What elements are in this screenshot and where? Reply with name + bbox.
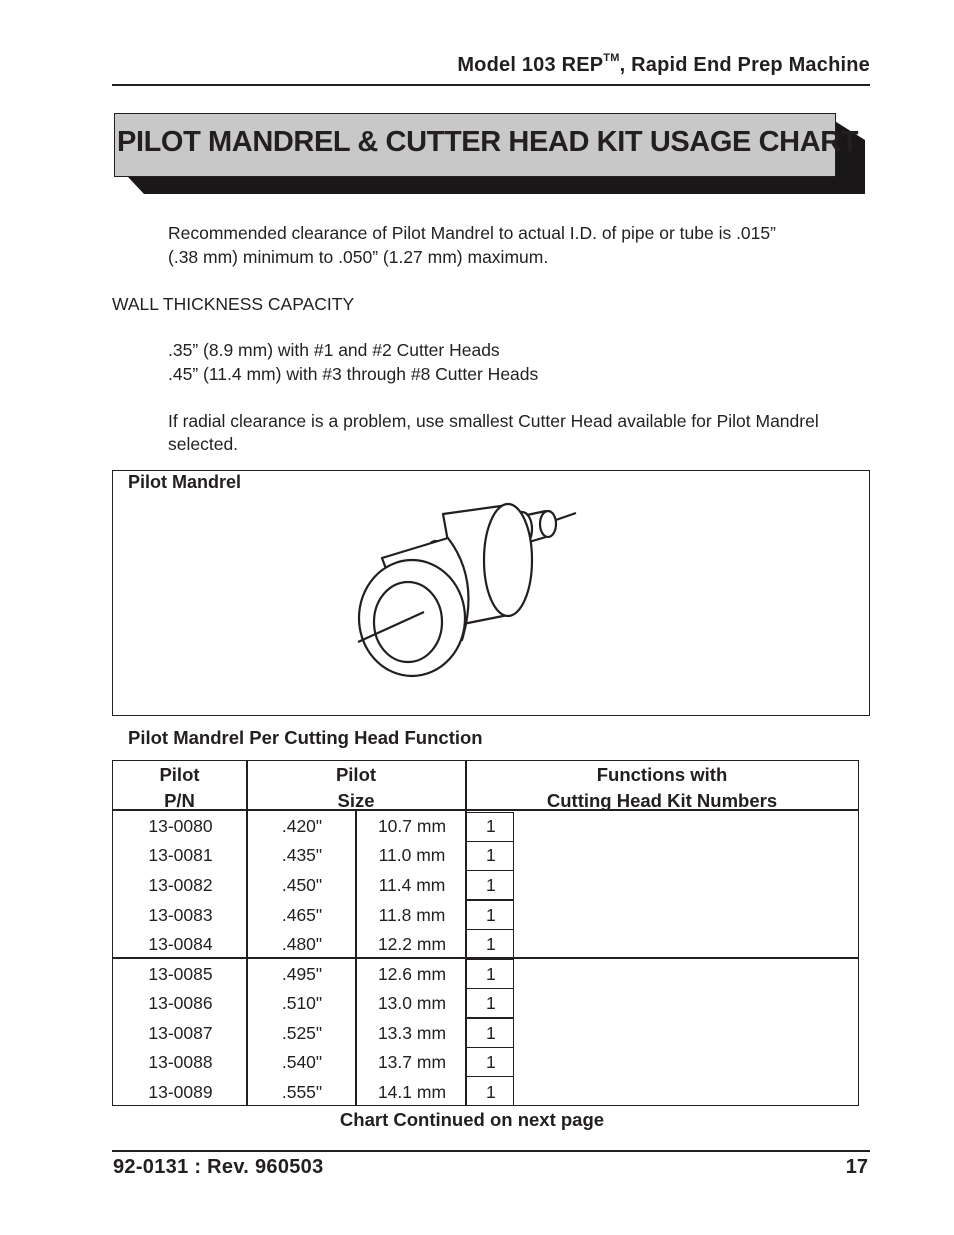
pilot-mandrel-illustration — [340, 500, 590, 685]
footer-rule — [112, 1150, 870, 1152]
cutting-head-kit-number: 1 — [486, 905, 496, 925]
table-cell-size-mm: 13.7 mm — [377, 1052, 447, 1072]
table-cell-pilot-pn: 13-0081 — [148, 845, 213, 865]
table-cell-pilot-pn: 13-0083 — [148, 905, 213, 925]
table-cell-size-inch: .435" — [281, 845, 323, 865]
column-header-pilot-size: Pilot Size — [335, 764, 377, 811]
table-cell-pilot-pn: 13-0089 — [148, 1082, 213, 1102]
radial-clearance-line-1: If radial clearance is a problem, use smallest Cutter Head available for Pilot Mandrel — [168, 411, 819, 431]
table-cell-pilot-pn: 13-0082 — [148, 875, 213, 895]
cutting-head-kit-number: 1 — [486, 993, 496, 1013]
cutting-head-kit-number: 1 — [486, 1052, 496, 1072]
table-cell-size-inch: .450" — [281, 875, 323, 895]
page-title: PILOT MANDREL & CUTTER HEAD KIT USAGE CHART — [117, 126, 859, 158]
cutting-head-kit-number: 1 — [486, 934, 496, 954]
cutting-head-kit-number: 1 — [486, 875, 496, 895]
column-header-pilot-pn: Pilot P/N — [159, 764, 200, 811]
table-cell-size-inch: .420" — [281, 816, 323, 836]
clearance-text-line-1: Recommended clearance of Pilot Mandrel to actual I.D. of pipe or tube is .015” — [168, 223, 776, 243]
table-cell-size-mm: 11.8 mm — [378, 905, 446, 925]
wall-thickness-line-2: .45” (11.4 mm) with #3 through #8 Cutter Heads — [168, 364, 539, 384]
table-cell-size-mm: 13.3 mm — [377, 1023, 447, 1043]
table-cell-size-mm: 14.1 mm — [377, 1082, 447, 1102]
table-cell-pilot-pn: 13-0085 — [148, 964, 213, 984]
table-cell-pilot-pn: 13-0086 — [148, 993, 213, 1013]
column-header-functions: Functions with Cutting Head Kit Numbers — [546, 764, 778, 811]
table-cell-size-mm: 11.4 mm — [378, 875, 446, 895]
function-table-heading: Pilot Mandrel Per Cutting Head Function — [128, 727, 483, 748]
clearance-text-line-2: (.38 mm) minimum to .050” (1.27 mm) maximum. — [168, 247, 549, 267]
page-number: 17 — [845, 1156, 868, 1178]
table-cell-pilot-pn: 13-0084 — [148, 934, 213, 954]
table-cell-size-inch: .555" — [281, 1082, 323, 1102]
table-cell-size-mm: 10.7 mm — [377, 816, 447, 836]
header-rule — [112, 84, 870, 86]
chart-continued-note: Chart Continued on next page — [339, 1109, 605, 1130]
table-cell-size-mm: 12.2 mm — [377, 934, 447, 954]
cutting-head-kit-number: 1 — [486, 845, 496, 865]
table-cell-size-inch: .510" — [281, 993, 323, 1013]
table-cell-size-inch: .540" — [281, 1052, 323, 1072]
wall-thickness-heading: WALL THICKNESS CAPACITY — [112, 294, 355, 314]
cutting-head-kit-number: 1 — [486, 1082, 496, 1102]
document-revision: 92-0131 : Rev. 960503 — [113, 1156, 324, 1178]
document-header-title: Model 103 REP™, Rapid End Prep Machine — [457, 52, 870, 76]
cutting-head-kit-number: 1 — [486, 964, 496, 984]
table-cell-size-inch: .495" — [281, 964, 323, 984]
table-cell-size-mm: 11.0 mm — [378, 845, 446, 865]
cutting-head-kit-number: 1 — [486, 816, 496, 836]
table-cell-pilot-pn: 13-0080 — [148, 816, 213, 836]
table-cell-pilot-pn: 13-0088 — [148, 1052, 213, 1072]
radial-clearance-line-2: selected. — [168, 434, 239, 454]
pilot-mandrel-label: Pilot Mandrel — [128, 472, 242, 492]
table-cell-size-inch: .525" — [281, 1023, 323, 1043]
table-cell-pilot-pn: 13-0087 — [148, 1023, 213, 1043]
table-cell-size-mm: 12.6 mm — [377, 964, 447, 984]
cutting-head-kit-number: 1 — [486, 1023, 496, 1043]
wall-thickness-line-1: .35” (8.9 mm) with #1 and #2 Cutter Heads — [168, 340, 500, 360]
table-cell-size-inch: .465" — [281, 905, 323, 925]
table-cell-size-mm: 13.0 mm — [377, 993, 447, 1013]
table-cell-size-inch: .480" — [281, 934, 323, 954]
